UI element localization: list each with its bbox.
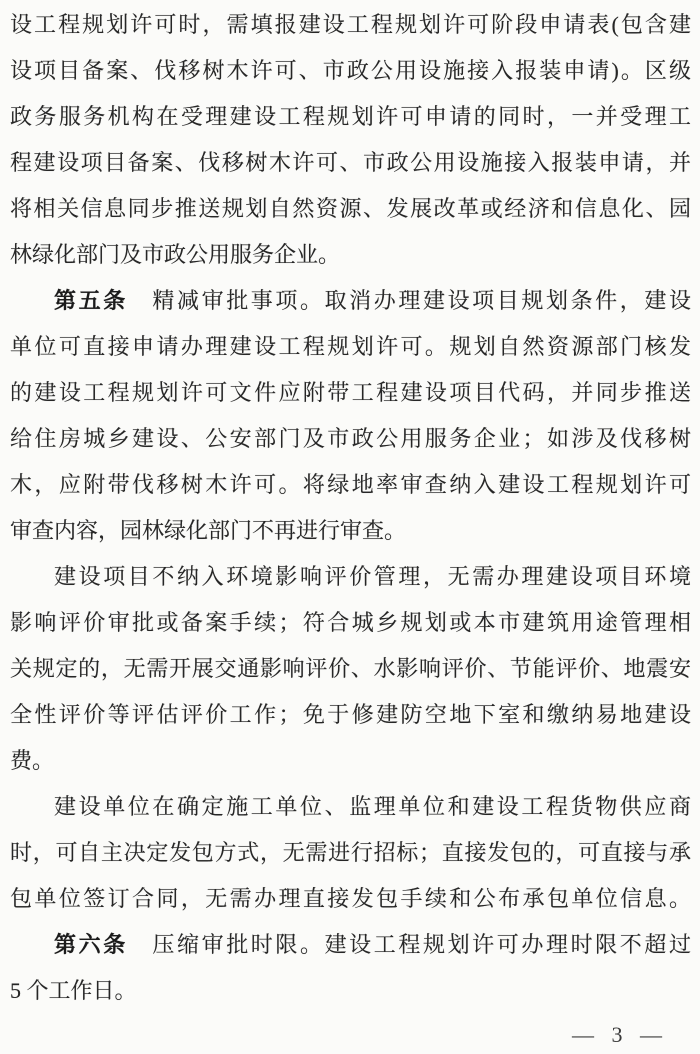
document-line: 包单位签订合同，无需办理直接发包手续和公布承包单位信息。	[10, 886, 691, 911]
article-number: 第六条	[54, 932, 128, 957]
document-line: 建设单位在确定施工单位、监理单位和建设工程货物供应商	[54, 794, 691, 819]
article-heading-text: 精减审批事项。取消办理建设项目规划条件，建设	[127, 288, 691, 313]
document-line: 给住房城乡建设、公安部门及市政公用服务企业；如涉及伐移树	[10, 426, 691, 451]
document-line-article-5	[10, 278, 691, 324]
document-line-article-6	[10, 922, 691, 968]
document-line: 审查内容，园林绿化部门不再进行审查。	[10, 518, 407, 543]
document-line: 的建设工程规划许可文件应附带工程建设项目代码，并同步推送	[10, 380, 691, 405]
document-line: 时，可自主决定发包方式，无需进行招标；直接发包的，可直接与承	[10, 840, 691, 865]
document-line: 林绿化部门及市政公用服务企业。	[10, 242, 341, 267]
document-line: 设工程规划许可时，需填报建设工程规划许可阶段申请表(包含建	[10, 12, 691, 37]
document-line: 关规定的，无需开展交通影响评价、水影响评价、节能评价、地震安	[10, 656, 691, 681]
article-number: 第五条	[54, 288, 128, 313]
document-line: 设项目备案、伐移树木许可、市政公用设施接入报装申请)。区级	[10, 58, 691, 83]
document-line: 政务服务机构在受理建设工程规划许可申请的同时，一并受理工	[10, 104, 691, 129]
document-line: 木，应附带伐移树木许可。将绿地率审查纳入建设工程规划许可	[10, 472, 691, 497]
document-line: 程建设项目备案、伐移树木许可、市政公用设施接入报装申请，并	[10, 150, 691, 175]
document-line: 5 个工作日。	[10, 978, 137, 1003]
document-line: 费。	[10, 748, 55, 773]
page-number: — 3 —	[572, 1022, 668, 1047]
document-line: 单位可直接申请办理建设工程规划许可。规划自然资源部门核发	[10, 334, 691, 359]
document-line: 建设项目不纳入环境影响评价管理，无需办理建设项目环境	[54, 564, 691, 589]
document-line: 将相关信息同步推送规划自然资源、发展改革或经济和信息化、园	[10, 196, 691, 221]
article-heading-text: 压缩审批时限。建设工程规划许可办理时限不超过	[127, 932, 691, 957]
document-line: 全性评价等评估评价工作；免于修建防空地下室和缴纳易地建设	[10, 702, 691, 727]
document-line: 影响评价审批或备案手续；符合城乡规划或本市建筑用途管理相	[10, 610, 691, 635]
